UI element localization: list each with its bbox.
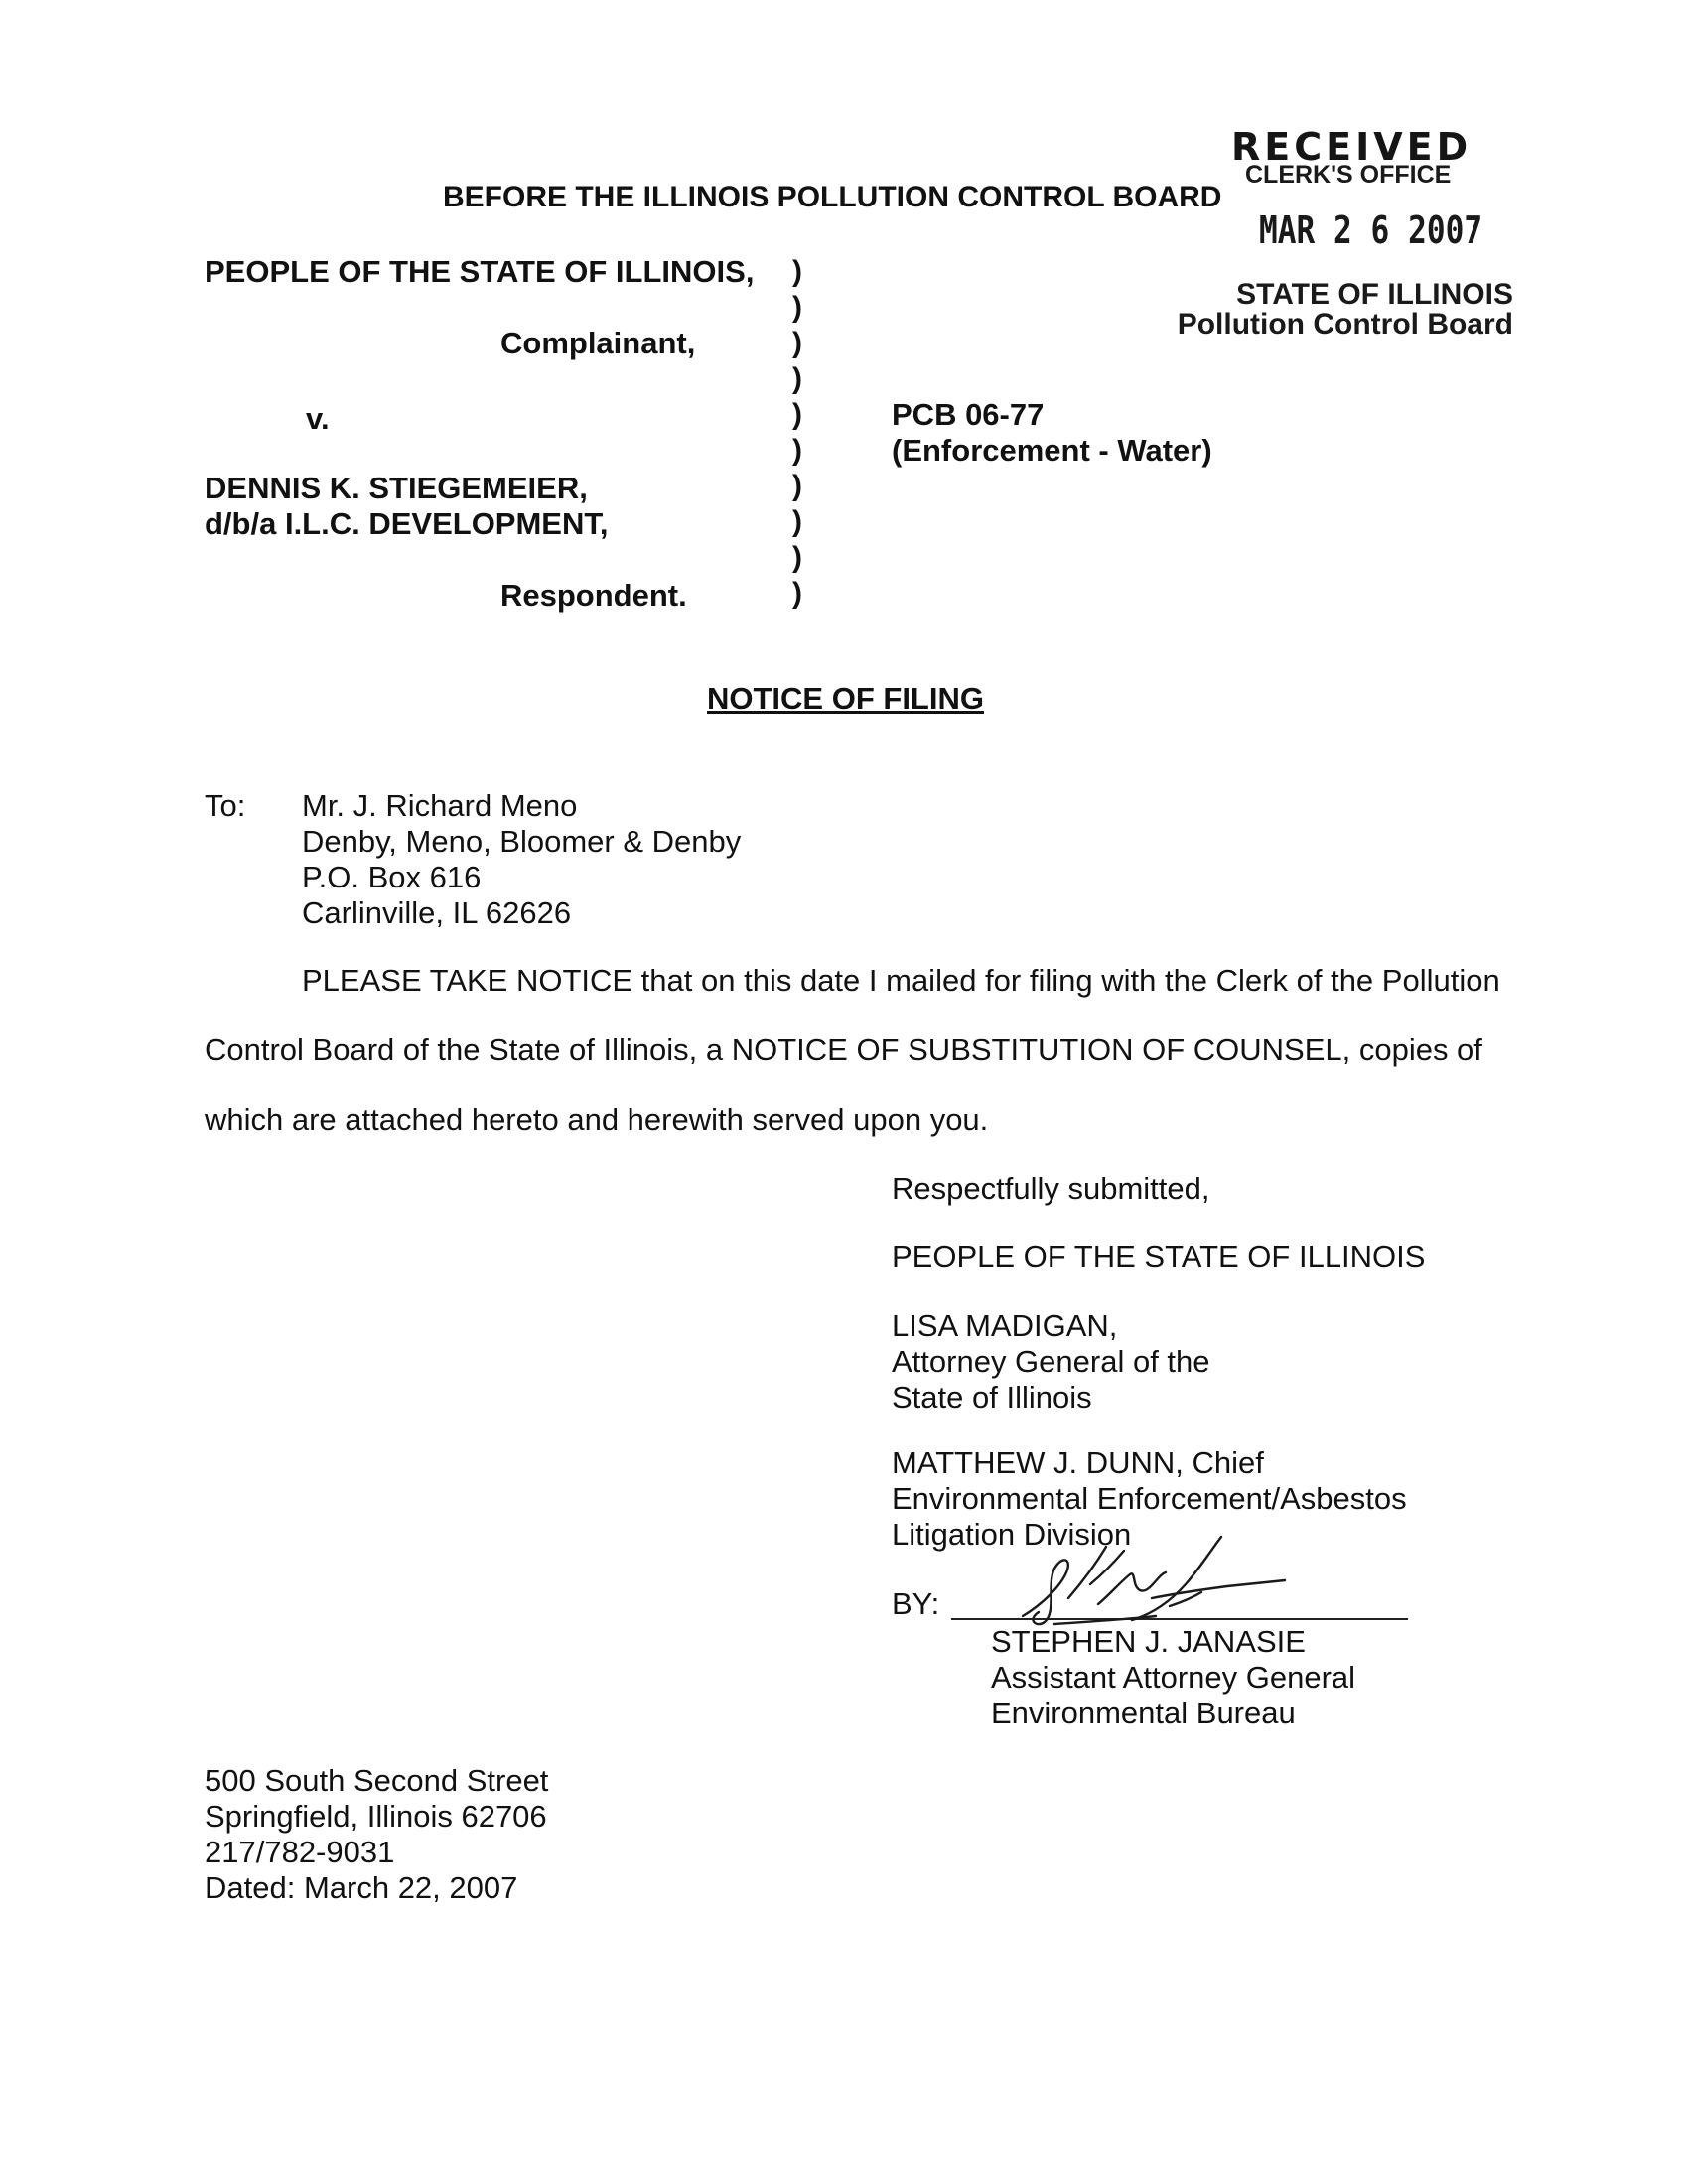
- caption-paren: ): [792, 505, 802, 538]
- case-number: PCB 06-77: [892, 397, 1045, 432]
- respondent-name-line1: DENNIS K. STIEGEMEIER,: [205, 471, 588, 505]
- notice-title: NOTICE OF FILING: [707, 681, 984, 716]
- address-line-1: 500 South Second Street: [205, 1763, 549, 1798]
- caption-parenthesis-column: [792, 254, 802, 612]
- complainant-role: Complainant,: [500, 326, 696, 360]
- caption-paren: ): [792, 398, 802, 431]
- stamp-state-block: [1178, 280, 1513, 340]
- caption-paren: ): [792, 255, 802, 288]
- chief-title-line2: Litigation Division: [892, 1517, 1132, 1552]
- complainant-name: PEOPLE OF THE STATE OF ILLINOIS,: [205, 254, 755, 289]
- caption-paren: ): [792, 541, 802, 574]
- stamp-state-line1: STATE OF ILLINOIS: [1236, 278, 1513, 311]
- addressee-line: P.O. Box 616: [302, 860, 482, 894]
- address-line-2: Springfield, Illinois 62706: [205, 1799, 547, 1834]
- chief-title-line1: Environmental Enforcement/Asbestos: [892, 1481, 1407, 1516]
- received-date: MAR 2 6 2007: [1259, 208, 1483, 252]
- clerks-office-label: CLERK'S OFFICE: [1245, 161, 1452, 189]
- handwritten-signature: [1003, 1525, 1301, 1634]
- versus-label: v.: [306, 401, 330, 436]
- respectfully-submitted: Respectfully submitted,: [892, 1171, 1210, 1206]
- received-stamp-heading: RECEIVED: [1231, 125, 1473, 169]
- case-type: (Enforcement - Water): [892, 433, 1212, 468]
- caption-paren: ): [792, 470, 802, 502]
- by-label: BY:: [892, 1586, 940, 1621]
- caption-paren: ): [792, 577, 802, 610]
- caption-paren: ): [792, 327, 802, 359]
- dated-line: Dated: March 22, 2007: [205, 1870, 518, 1905]
- body-line-2: Control Board of the State of Illinois, a NOTICE OF SUBSTITUTION OF COUNSEL, copies of: [205, 1032, 1482, 1067]
- body-line-3: which are attached hereto and herewith served upon you.: [205, 1102, 989, 1137]
- board-title: BEFORE THE ILLINOIS POLLUTION CONTROL BOARD: [443, 181, 1222, 213]
- stamp-state-line2: Pollution Control Board: [1177, 308, 1513, 341]
- caption-paren: ): [792, 434, 802, 467]
- addressee-line: Mr. J. Richard Meno: [302, 788, 578, 823]
- people-of-state: PEOPLE OF THE STATE OF ILLINOIS: [892, 1239, 1426, 1274]
- signer-title-line1: Assistant Attorney General: [991, 1660, 1356, 1695]
- respondent-role: Respondent.: [500, 578, 687, 613]
- respondent-name-line2: d/b/a I.L.C. DEVELOPMENT,: [205, 506, 609, 541]
- ag-name: LISA MADIGAN,: [892, 1308, 1118, 1343]
- caption-paren: ): [792, 362, 802, 395]
- caption-paren: ): [792, 291, 802, 324]
- addressee-line: Carlinville, IL 62626: [302, 895, 572, 930]
- chief-name: MATTHEW J. DUNN, Chief: [892, 1445, 1264, 1480]
- address-phone: 217/782-9031: [205, 1835, 395, 1869]
- signer-name: STEPHEN J. JANASIE: [991, 1624, 1306, 1659]
- signer-title-line2: Environmental Bureau: [991, 1696, 1296, 1730]
- ag-title-line2: State of Illinois: [892, 1380, 1092, 1415]
- addressee-line: Denby, Meno, Bloomer & Denby: [302, 824, 742, 859]
- to-label: To:: [205, 788, 246, 823]
- ag-title-line1: Attorney General of the: [892, 1344, 1210, 1379]
- body-line-1: PLEASE TAKE NOTICE that on this date I mailed for filing with the Clerk of the Pollution: [302, 963, 1500, 998]
